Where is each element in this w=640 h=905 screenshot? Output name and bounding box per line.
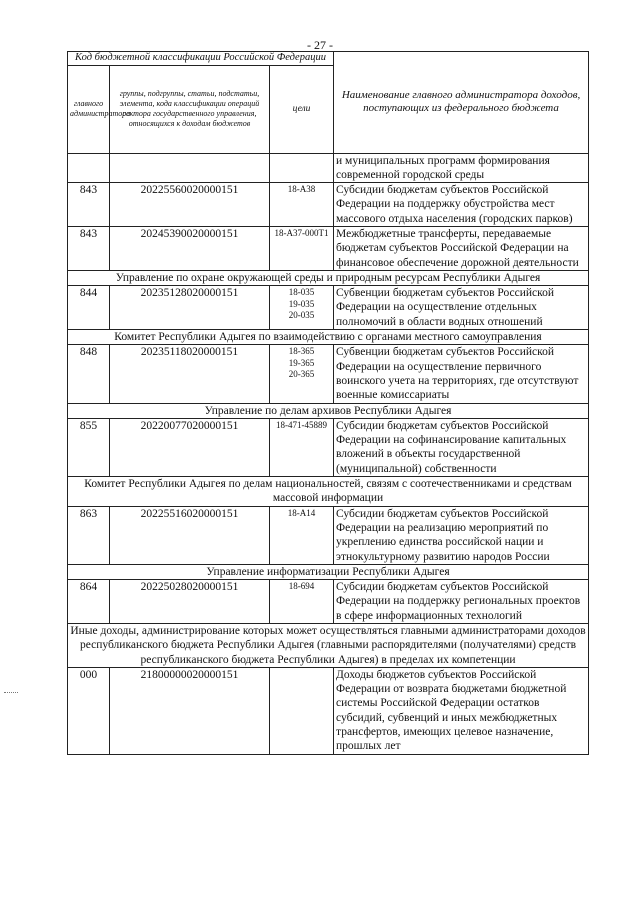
- section-title: Управление по делам архивов Республики Адыгея: [68, 403, 589, 418]
- description-cell: Субвенции бюджетам субъектов Российской Федерации на осуществление первичного воинского учета на территориях, где отсутствуют военные комиссариаты: [334, 345, 589, 403]
- table-row: [68, 580, 589, 624]
- table-row: [68, 667, 589, 754]
- target-code-cell: [270, 183, 334, 227]
- section-row: [68, 624, 589, 668]
- target-code: 18-365: [288, 346, 315, 357]
- target-code: 18-694: [288, 581, 315, 592]
- section-row: [68, 477, 589, 507]
- target-code: 18-А37-000Т1: [274, 227, 329, 238]
- budget-code-cell: 21800000020000151: [110, 667, 270, 754]
- target-code-cell: [270, 580, 334, 624]
- section-row: [68, 330, 589, 345]
- header-row-top: [68, 52, 589, 66]
- section-title: Управление по охране окружающей среды и природным ресурсам Республики Адыгея: [68, 270, 589, 285]
- target-code-cell: [270, 286, 334, 330]
- target-code-cell: [270, 345, 334, 403]
- page-number: - 27 -: [307, 38, 333, 52]
- table-row: [68, 506, 589, 564]
- table-row: [68, 153, 589, 183]
- target-code: 18-А38: [287, 184, 316, 195]
- table-row: [68, 345, 589, 403]
- budget-code-cell: 20235128020000151: [110, 286, 270, 330]
- admin-code-cell: 863: [68, 506, 110, 564]
- header-col-groups: группы, подгруппы, статьи, подстатьи, элемента, кода классификации операций сектора государственного управления, относящихся к доходам бюджетов: [110, 65, 270, 153]
- description-cell: Субвенции бюджетам субъектов Российской Федерации на осуществление отдельных полномочий в области водных отношений: [334, 286, 589, 330]
- section-title: Управление информатизации Республики Адыгея: [68, 564, 589, 579]
- admin-code-cell: 000: [68, 667, 110, 754]
- description-cell: и муниципальных программ формирования современной городской среды: [334, 153, 589, 183]
- budget-code-cell: 20235118020000151: [110, 345, 270, 403]
- admin-code-cell: 843: [68, 183, 110, 227]
- budget-code-cell: 20220077020000151: [110, 418, 270, 476]
- table-row: [68, 286, 589, 330]
- table-row: [68, 226, 589, 270]
- header-code-group: Код бюджетной классификации Российской Федерации: [68, 52, 334, 66]
- table-body: [68, 153, 589, 754]
- budget-code-cell: 20225560020000151: [110, 183, 270, 227]
- description-cell: Субсидии бюджетам субъектов Российской Федерации на реализацию мероприятий по укреплению единства российской нации и этнокультурному развитию народов России: [334, 506, 589, 564]
- target-code-cell: [270, 226, 334, 270]
- target-code: 20-035: [288, 310, 315, 321]
- scan-mark: [4, 692, 18, 694]
- target-code-cell: [270, 667, 334, 754]
- header-admin-name: Наименование главного администратора доходов, поступающих из федерального бюджета: [334, 52, 589, 154]
- table-row: [68, 183, 589, 227]
- header-col-target: цели: [270, 65, 334, 153]
- section-row: [68, 403, 589, 418]
- description-cell: Межбюджетные трансферты, передаваемые бюджетам субъектов Российской Федерации на финансовое обеспечение дорожной деятельности: [334, 226, 589, 270]
- target-code: 19-035: [288, 298, 315, 309]
- section-row: [68, 270, 589, 285]
- section-row: [68, 564, 589, 579]
- target-code-cell: [270, 153, 334, 183]
- admin-code-cell: 848: [68, 345, 110, 403]
- budget-code-cell: 20225028020000151: [110, 580, 270, 624]
- budget-code-cell: 20225516020000151: [110, 506, 270, 564]
- target-code: 20-365: [288, 369, 315, 380]
- target-code-cell: [270, 506, 334, 564]
- budget-code-cell: [110, 153, 270, 183]
- description-cell: Субсидии бюджетам субъектов Российской Федерации на софинансирование капитальных вложений в объекты государственной (муниципальной) собственности: [334, 418, 589, 476]
- target-code: 18-А14: [287, 507, 316, 518]
- section-title: Комитет Республики Адыгея по взаимодействию с органами местного самоуправления: [68, 330, 589, 345]
- target-code: 19-365: [288, 357, 315, 368]
- admin-code-cell: 844: [68, 286, 110, 330]
- target-code: 18-035: [288, 287, 315, 298]
- admin-code-cell: 864: [68, 580, 110, 624]
- admin-code-cell: [68, 153, 110, 183]
- section-title: Комитет Республики Адыгея по делам национальностей, связям с соотечественниками и средствам массовой информации: [68, 477, 589, 507]
- section-title: Иные доходы, администрирование которых может осуществляться главными администраторами доходов республиканского бюджета Республики Адыгея (главными распорядителями (получателями) средств республиканского бюджета Республики Адыгея) в пределах их компетенции: [68, 624, 589, 668]
- target-code: 18-471-45889: [276, 419, 328, 430]
- description-cell: Доходы бюджетов субъектов Российской Федерации от возврата бюджетами бюджетной системы Российской Федерации остатков субсидий, субвенций и иных межбюджетных трансфертов, имеющих целевое назначение, прошлых лет: [334, 667, 589, 754]
- description-cell: Субсидии бюджетам субъектов Российской Федерации на поддержку региональных проектов в сфере информационных технологий: [334, 580, 589, 624]
- budget-code-cell: 20245390020000151: [110, 226, 270, 270]
- table-row: [68, 418, 589, 476]
- target-code-cell: [270, 418, 334, 476]
- admin-code-cell: 843: [68, 226, 110, 270]
- description-cell: Субсидии бюджетам субъектов Российской Федерации на поддержку обустройства мест массового отдыха населения (городских парков): [334, 183, 589, 227]
- budget-classification-table: [67, 51, 589, 755]
- header-col-admin: главного администратора: [68, 65, 110, 153]
- admin-code-cell: 855: [68, 418, 110, 476]
